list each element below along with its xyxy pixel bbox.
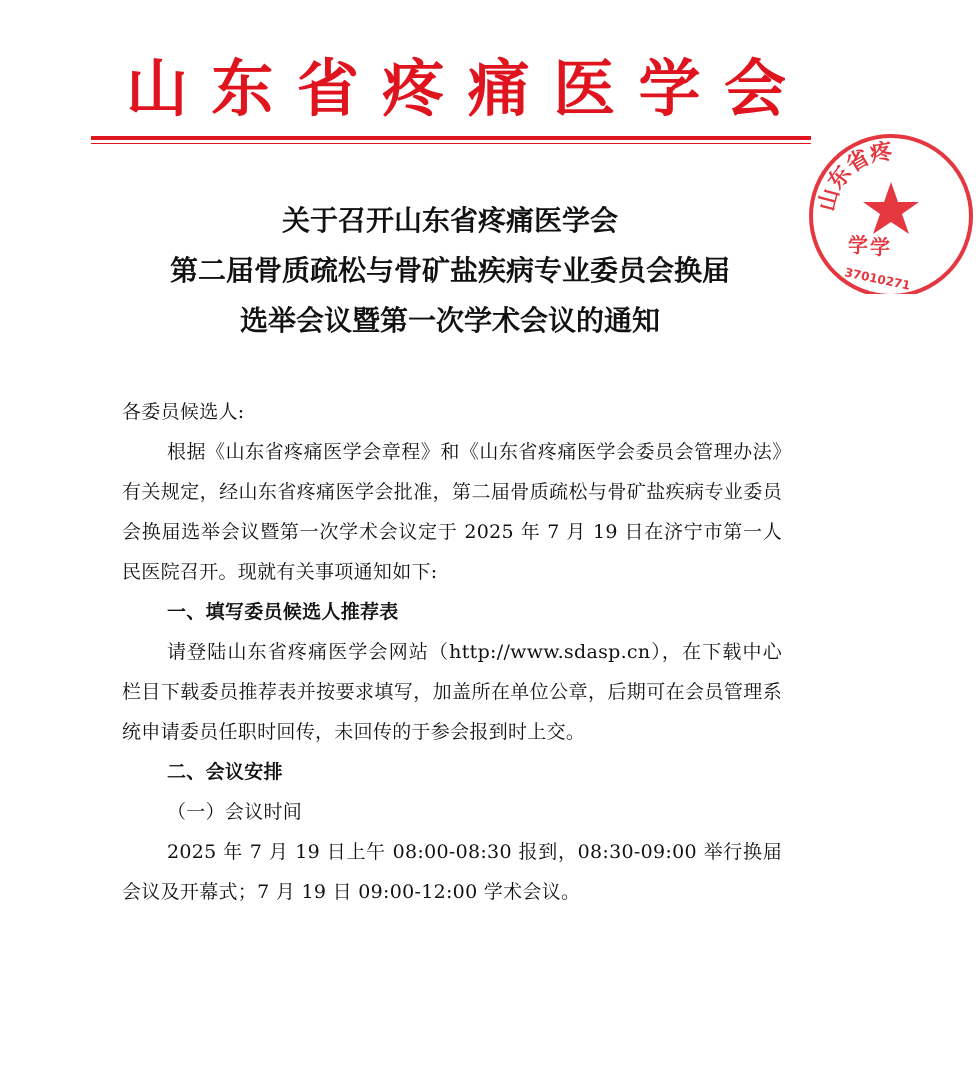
notice-title-line-1: 关于召开山东省疼痛医学会 (281, 204, 618, 237)
notice-title-line-2: 第二届骨质疏松与骨矿盐疾病专业委员会换届 (169, 254, 730, 287)
seal-code: 37010271 (843, 265, 912, 293)
seal-side-text: 学 (848, 233, 868, 257)
letterhead-char: 东 (211, 52, 274, 125)
letterhead-char: 疼 (382, 52, 445, 125)
letterhead-divider-thick (91, 136, 811, 140)
letterhead-char: 山 (125, 52, 188, 125)
subsection-1-paragraph: 2025 年 7 月 19 日上午 08:00-08:30 报到，08:30-09:00 举行换届会议及开幕式；7 月 19 日 09:00-12:00 学术会议。 (122, 841, 782, 903)
letterhead-char: 省 (296, 52, 359, 125)
section-2-heading: 二、会议安排 (167, 761, 283, 783)
letterhead-char: 痛 (467, 52, 530, 125)
section-1-heading: 一、填写委员候选人推荐表 (167, 601, 399, 623)
letterhead-divider-thin (91, 143, 811, 144)
notice-title-line-3: 选举会议暨第一次学术会议的通知 (239, 304, 660, 337)
notice-title (60, 196, 840, 346)
seal-side-text-partial: 学 (870, 235, 890, 259)
salutation: 各委员候选人: (122, 401, 245, 423)
section-1-paragraph: 请登陆山东省疼痛医学会网站（http://www.sdasp.cn），在下载中心栏目下载委员推荐表并按要求填写，加盖所在单位公章，后期可在会员管理系统申请委员任职时回传，未回传的于参会报到时上交。 (122, 641, 782, 743)
seal-star-icon (863, 182, 919, 234)
seal-arc-text: 山东省疼 (813, 138, 895, 214)
intro-paragraph: 根据《山东省疼痛医学会章程》和《山东省疼痛医学会委员会管理办法》有关规定，经山东省疼痛医学会批准，第二届骨质疏松与骨矿盐疾病专业委员会换届选举会议暨第一次学术会议定于 2025 年 7 月 19 日在济宁市第一人民医院召开。现就有关事项通知如下: (122, 441, 782, 583)
letterhead-char: 医 (553, 52, 616, 125)
organization-letterhead (122, 54, 790, 124)
letterhead-char: 学 (638, 52, 701, 125)
subsection-1-heading: （一）会议时间 (167, 801, 303, 823)
letterhead-char: 会 (723, 52, 786, 125)
notice-body (122, 392, 782, 912)
